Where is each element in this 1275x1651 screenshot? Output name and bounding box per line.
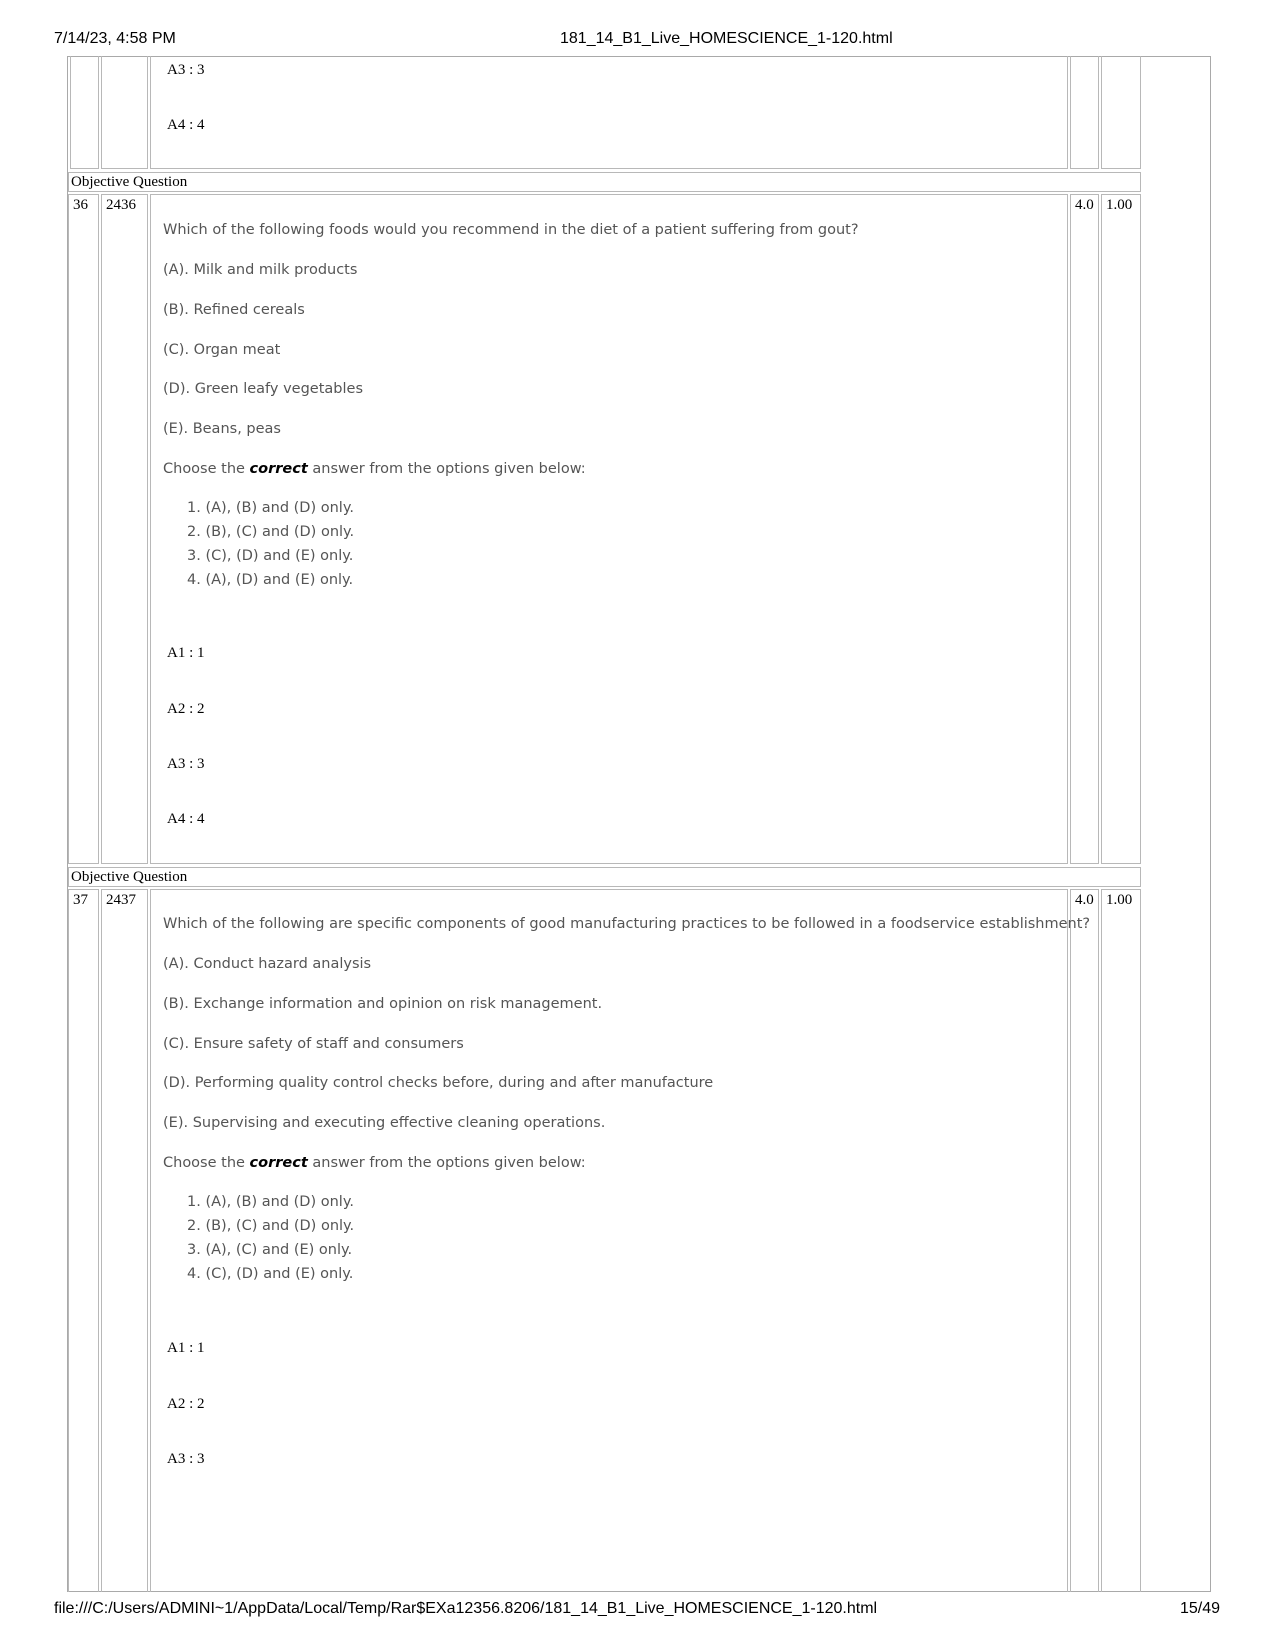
file-path: file:///C:/Users/ADMINI~1/AppData/Local/Temp/Rar$EXa12356.8206/181_14_B1_Live_HOMESCIENCE_1-120.html [54,1600,878,1617]
choice-option: 2. (B), (C) and (D) only. [187,1218,355,1234]
marks-cell [1070,56,1099,169]
answer-option: A1 : 1 [167,645,205,661]
choice-option: 4. (C), (D) and (E) only. [187,1266,354,1282]
neg-marks-cell [1101,56,1141,169]
statement-item: (C). Organ meat [163,342,281,358]
answer-option: A2 : 2 [167,701,205,717]
page-number: 15/49 [1180,1600,1221,1617]
answer-option: A3 : 3 [167,62,205,78]
statement-item: (A). Milk and milk products [163,262,358,278]
question-cell [150,889,1068,1592]
answer-option: A2 : 2 [167,1396,205,1412]
question-cell [150,56,1068,169]
section-label: Objective Question [68,172,1141,192]
print-date: 7/14/23, 4:58 PM [54,30,176,47]
answer-option: A4 : 4 [167,811,205,827]
answer-option: A1 : 1 [167,1340,205,1356]
answer-option: A4 : 4 [167,117,205,133]
statement-item: (E). Supervising and executing effective cleaning operations. [163,1115,606,1131]
marks-cell: 4.0 [1070,889,1099,1592]
neg-marks-cell: 1.00 [1101,889,1141,1592]
choice-option: 1. (A), (B) and (D) only. [187,500,354,516]
section-label: Objective Question [68,867,1141,887]
qid-cell [101,56,148,169]
sno-cell: 37 [68,889,99,1592]
neg-marks-cell: 1.00 [1101,194,1141,864]
qid-cell: 2437 [101,889,148,1592]
question-text: Which of the following are specific components of good manufacturing practices to be followed in a foodservice establishment? [163,916,1091,932]
instruction: Choose the correct answer from the options given below: [163,461,586,477]
answer-option: A3 : 3 [167,756,205,772]
statement-item: (B). Refined cereals [163,302,305,318]
marks-cell: 4.0 [1070,194,1099,864]
statement-item: (B). Exchange information and opinion on risk management. [163,996,603,1012]
document-title: 181_14_B1_Live_HOMESCIENCE_1-120.html [560,30,893,47]
statement-item: (C). Ensure safety of staff and consumers [163,1036,464,1052]
choice-option: 3. (C), (D) and (E) only. [187,548,354,564]
statement-item: (D). Performing quality control checks before, during and after manufacture [163,1075,714,1091]
choice-option: 1. (A), (B) and (D) only. [187,1194,354,1210]
question-text: Which of the following foods would you recommend in the diet of a patient suffering from gout? [163,222,859,238]
sno-cell [70,56,99,169]
sno-cell: 36 [68,194,99,864]
choice-option: 4. (A), (D) and (E) only. [187,572,354,588]
instruction: Choose the correct answer from the options given below: [163,1155,586,1171]
statement-item: (E). Beans, peas [163,421,281,437]
choice-option: 3. (A), (C) and (E) only. [187,1242,353,1258]
answer-option: A3 : 3 [167,1451,205,1467]
statement-item: (D). Green leafy vegetables [163,381,363,397]
statement-item: (A). Conduct hazard analysis [163,956,372,972]
qid-cell: 2436 [101,194,148,864]
choice-option: 2. (B), (C) and (D) only. [187,524,355,540]
